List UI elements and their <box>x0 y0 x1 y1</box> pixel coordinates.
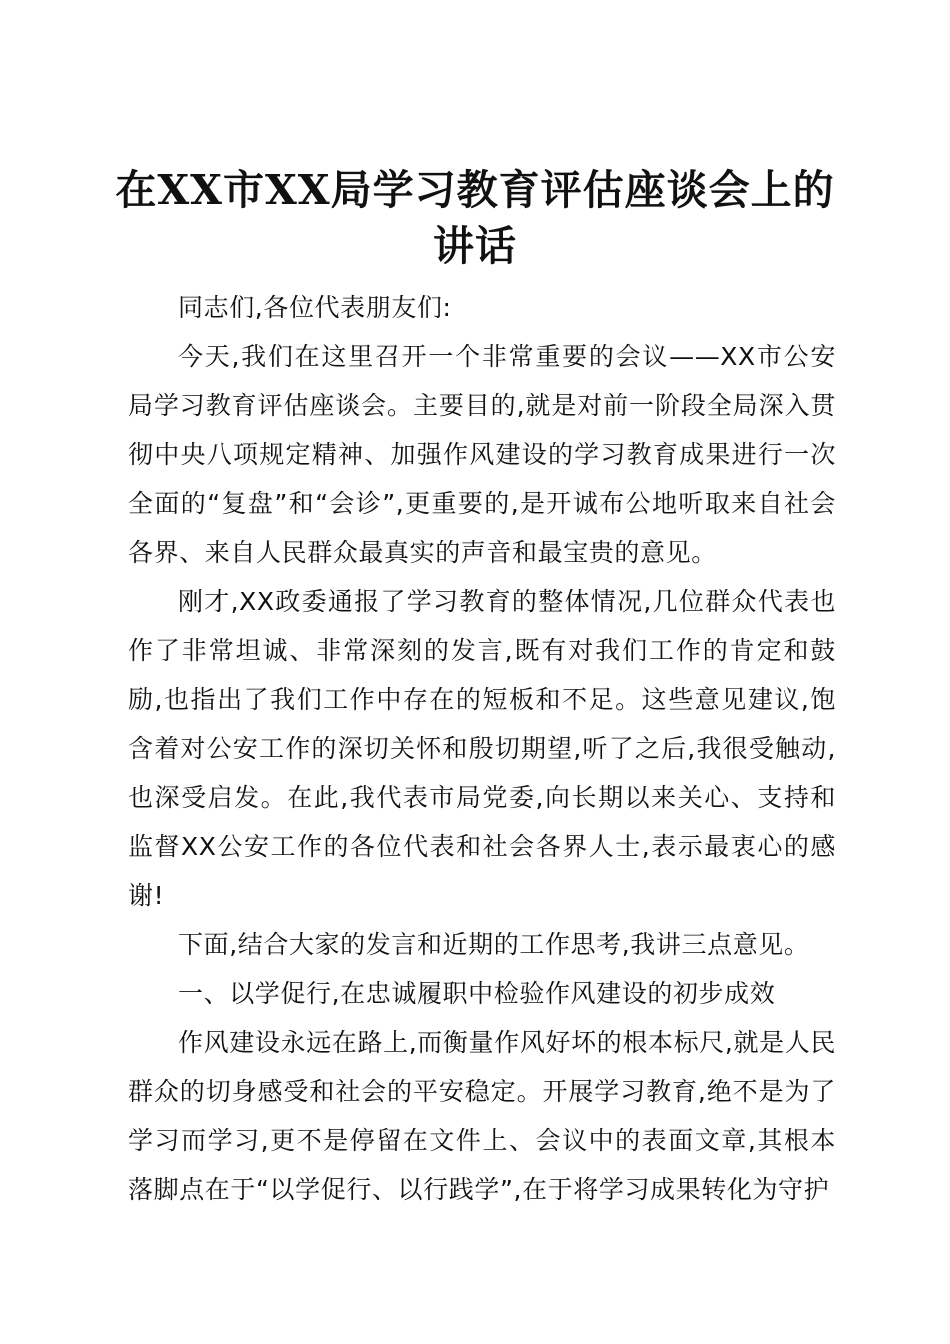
section-heading-one: 一、以学促行,在忠诚履职中检验作风建设的初步成效 <box>178 979 776 1008</box>
paragraph-thanks: 刚才,XX政委通报了学习教育的整体情况,几位群众代表也作了非常坦诚、非常深刻的发言,既有对我们工作的肯定和鼓励,也指出了我们工作中存在的短板和不足。这些意见建议,饱含着对公安工作的深切关怀和殷切期望,听了之后,我很受触动,也深受启发。在此,我代表市局党委,向长期以来关心、支持和监督XX公安工作的各位代表和社会各界人士,表示最衷心的感谢! <box>128 587 836 910</box>
salutation: 同志们,各位代表朋友们: <box>178 293 452 322</box>
paragraph-section-one: 作风建设永远在路上,而衡量作风好坏的根本标尺,就是人民群众的切身感受和社会的平安稳定。开展学习教育,绝不是为了学习而学习,更不是停留在文件上、会议中的表面文章,其根本落脚点在于“以学促行、以行践学”,在于将学习成果转化为守护 <box>128 1028 836 1204</box>
paragraph-opening: 今天,我们在这里召开一个非常重要的会议——XX市公安局学习教育评估座谈会。主要目的,就是对前一阶段全局深入贯彻中央八项规定精神、加强作风建设的学习教育成果进行一次全面的“复盘”和“会诊”,更重要的,是开诚布公地听取来自社会各界、来自人民群众最真实的声音和最宝贵的意见。 <box>128 342 836 567</box>
document-title: 在XX市XX局学习教育评估座谈会上的讲话 <box>115 166 835 270</box>
paragraph-intro-points: 下面,结合大家的发言和近期的工作思考,我讲三点意见。 <box>178 930 810 959</box>
document-body <box>128 283 836 1214</box>
